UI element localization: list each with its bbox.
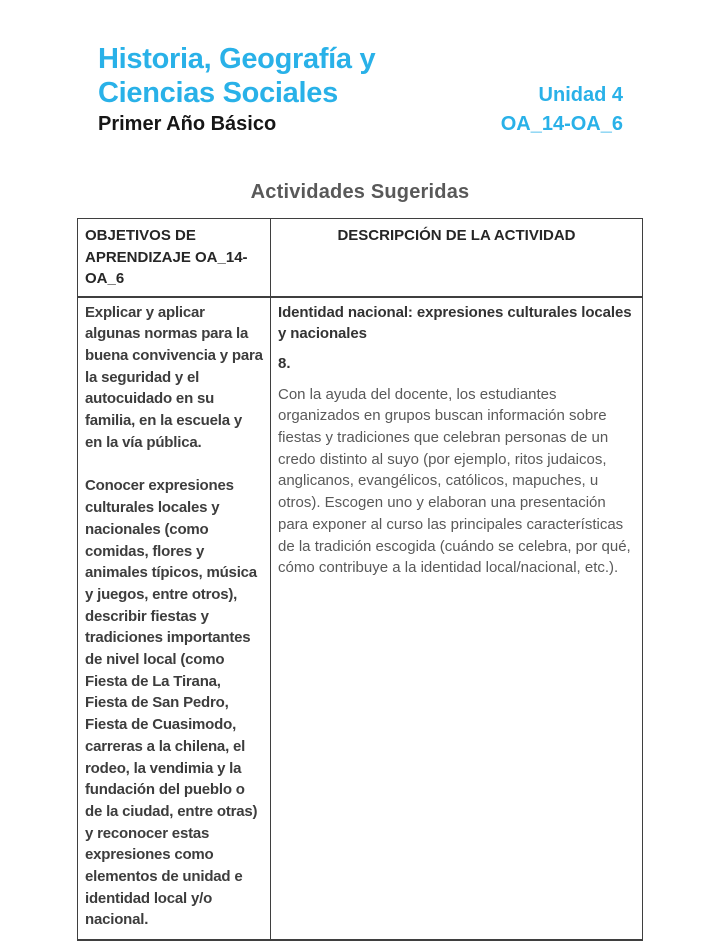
- objectives-cell: [78, 297, 271, 941]
- activity-title: Identidad nacional: expresiones culturales locales y nacionales: [278, 303, 632, 343]
- activity-description: Con la ayuda del docente, los estudiantes organizados en grupos buscan información sobre fiestas y tradiciones que celebran personas de un credo distinto al suyo (por ejemplo, ritos judaicos, anglicanos, evangélicos, católicos, mapuches, u otros). Escogen uno y elaboran una presentación para exponer al curso las principales características de la tradición escogida (cuándo se celebra, por qué, cómo contribuye a la identidad local/nacional, etc.).: [278, 385, 631, 577]
- activity-cell: [271, 297, 643, 941]
- objective-paragraph: Conocer expresiones culturales locales y nacionales (como comidas, flores y animales típicos, música y juegos, entre otros), describir fiestas y tradiciones importantes de nivel local (como Fiesta de La Tirana, Fiesta de San Pedro, Fiesta de Cuasimodo, carreras a la chilena, el rodeo, la vendimia y la fundación del pueblo o de la ciudad, entre otras) y reconocer estas expresiones como elementos de unidad e identidad local y/o nacional.: [85, 477, 258, 929]
- activities-table: [77, 218, 643, 941]
- grade-level: Primer Año Básico: [98, 113, 277, 135]
- objectives-column-header: OBJETIVOS DE APRENDIZAJE OA_14-OA_6: [78, 219, 271, 297]
- section-heading: Actividades Sugeridas: [250, 181, 470, 203]
- header-left: [98, 42, 498, 139]
- course-title: Historia, Geografía y Ciencias Sociales: [98, 43, 376, 109]
- table-header-row: [78, 219, 643, 297]
- objective-paragraph: Explicar y aplicar algunas normas para la buena convivencia y para la seguridad y el autocuidado en su familia, en la escuela y en la vía pública.: [85, 303, 263, 451]
- description-column-header: DESCRIPCIÓN DE LA ACTIVIDAD: [271, 219, 643, 297]
- document-header: [98, 0, 623, 139]
- activity-number: 8.: [278, 354, 291, 372]
- header-right: [501, 81, 623, 139]
- unit-label: Unidad 4: [538, 84, 623, 106]
- table-row: [78, 297, 643, 941]
- oa-code: OA_14-OA_6: [500, 113, 623, 135]
